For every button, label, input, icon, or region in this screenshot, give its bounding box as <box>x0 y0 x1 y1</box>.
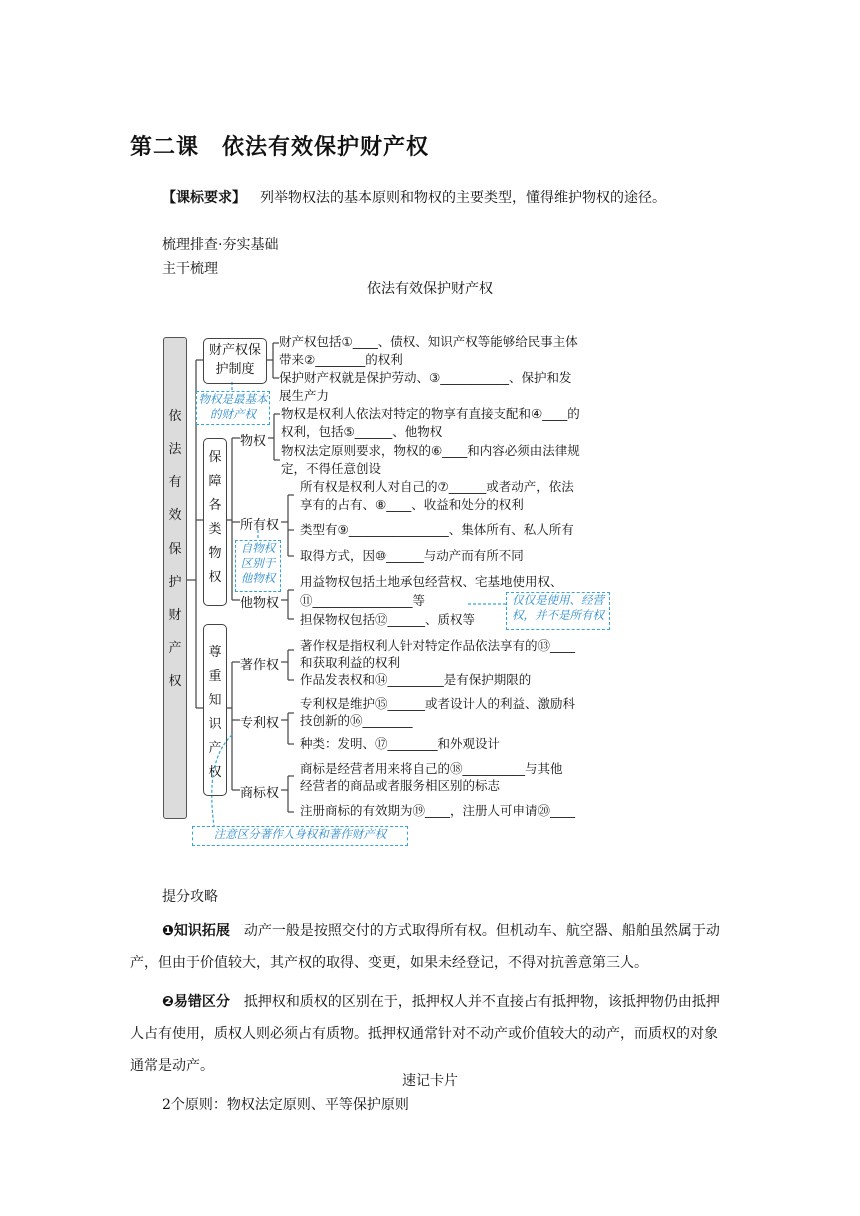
standard-text: 列举物权法的基本原则和物权的主要类型，懂得维护物权的途径。 <box>260 190 666 206</box>
wuquan-line-2: 权利，包括⑤______、他物权 <box>281 424 443 439</box>
shangbiao-line-3: 注册商标的有效期为⑲____，注册人可申请⑳____ <box>300 803 576 818</box>
note-self-vs-other-rights: 自物权区别于他物权 <box>235 540 281 592</box>
wuquan-line-3: 物权法定原则要求，物权的⑥____和内容必须由法律规 <box>281 443 580 458</box>
tips-heading: 提分攻略 <box>162 889 218 905</box>
zhuanli-line-2: 技创新的⑯________ <box>300 713 413 728</box>
zhuanli-line-3: 种类：发明、⑰________和外观设计 <box>300 736 501 751</box>
suoyou-line-2: 享有的占有、⑧____、收益和处分的权利 <box>300 497 524 512</box>
node-zhuanliquan: 专利权 <box>240 716 280 731</box>
zhuzuo-line-1: 著作权是指权利人针对特定作品依法享有的⑬____ <box>300 638 576 653</box>
root-label: 依 法 有 效 保 护 财 产 权 <box>168 409 182 690</box>
b1-line-1: 财产权包括①____、债权、知识产权等能够给民事主体 <box>279 334 578 349</box>
tip1-text: 动产一般是按照交付的方式取得所有权。但机动车、航空器、船舶虽然属于动产，但由于价值较大，其产权的取得、变更，如果未经登记，不得对抗善意第三人。 <box>130 923 720 971</box>
node-zhuzuoquan: 著作权 <box>240 658 280 673</box>
tip-common-mistakes <box>130 986 730 1082</box>
b1-line-4: 展生产力 <box>279 388 330 403</box>
zhuanli-line-1: 专利权是维护⑮______或者设计人的利益、激励科 <box>300 696 576 711</box>
node-wuquan: 物权 <box>240 434 267 449</box>
card-title: 速记卡片 <box>402 1073 458 1089</box>
tawu-line-3: 担保物权包括⑫______、质权等 <box>300 612 476 627</box>
tip-knowledge-extension <box>130 915 730 979</box>
note-basic-property-right: 物权是最基本的财产权 <box>196 391 270 425</box>
section-heading-outline: 主干梳理 <box>162 261 218 277</box>
wuquan-line-4: 定，不得任意创设 <box>281 461 382 476</box>
standard-label: 【课标要求】 <box>162 190 246 206</box>
node-respect-ip-label: 尊 重 知 识 产 权 <box>208 645 222 781</box>
zhuzuo-line-3: 作品发表权和⑭_________是有保护期限的 <box>300 672 532 687</box>
lesson-title: 第二课 依法有效保护财产权 <box>130 135 430 160</box>
tawu-line-1: 用益物权包括土地承包经营权、宅基地使用权、 <box>300 574 563 589</box>
shangbiao-line-2: 经营者的商品或者服务相区别的标志 <box>300 778 501 793</box>
wuquan-line-1: 物权是权利人依法对特定的物享有直接支配和④____的 <box>281 406 580 421</box>
tip1-label: ❶知识拓展 <box>162 923 230 939</box>
node-property-protection-system-label: 财产权保护制度 <box>208 343 261 377</box>
shangbiao-line-1: 商标是经营者用来将自己的⑱__________与其他 <box>300 761 563 776</box>
tawu-line-2: ⑪________________等 <box>300 593 426 608</box>
card-line: 2个原则：物权法定原则、平等保护原则 <box>162 1097 409 1113</box>
node-protect-property-rights-label: 保 障 各 类 物 权 <box>208 450 222 586</box>
tip2-text: 抵押权和质权的区别在于，抵押权人并不直接占有抵押物，该抵押物仍由抵押人占有使用，质权人则必须占有质物。抵押权通常针对不动产或价值较大的动产，而质权的对象通常是动产。 <box>130 994 720 1074</box>
b1-line-2: 带来②________的权利 <box>279 352 403 367</box>
zhuzuo-line-2: 和获取利益的权利 <box>300 655 401 670</box>
b1-line-3: 保护财产权就是保护劳动、③___________、保护和发 <box>279 370 572 385</box>
node-suoyouquan: 所有权 <box>240 518 280 533</box>
suoyou-line-4: 取得方式，因⑩______与动产而有所不同 <box>300 548 524 563</box>
node-shangbiaoquan: 商标权 <box>240 786 280 801</box>
note-distinguish-copyright: 注意区分著作人身权和著作财产权 <box>192 826 408 846</box>
suoyou-line-1: 所有权是权利人对自己的⑦______或者动产，依法 <box>300 479 574 494</box>
diagram-title: 依法有效保护财产权 <box>367 281 493 297</box>
suoyou-line-3: 类型有⑨________________、集体所有、私人所有 <box>300 522 574 537</box>
tip2-label: ❷易错区分 <box>162 994 230 1010</box>
note-use-not-ownership: 仅仅是使用、经营权，并不是所有权 <box>506 592 610 630</box>
node-tawuquan: 他物权 <box>240 596 280 611</box>
section-heading-review: 梳理排查·夯实基础 <box>162 237 279 253</box>
